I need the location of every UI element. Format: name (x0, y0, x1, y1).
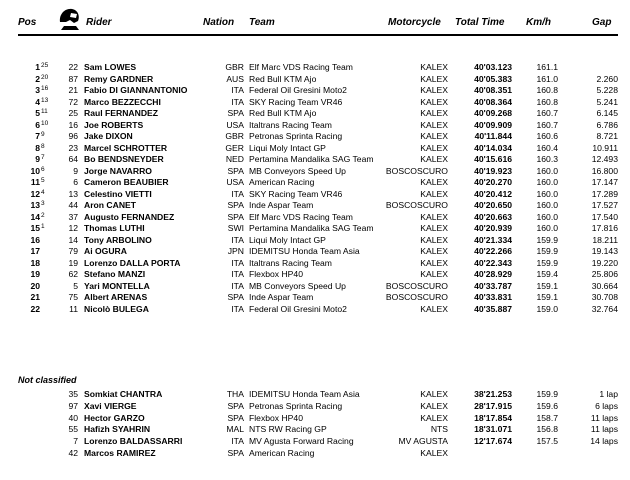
nation-cell: ITA (231, 436, 244, 447)
rider-name-cell: Raul FERNANDEZ (84, 108, 159, 118)
rider-number-cell: 79 (68, 246, 78, 256)
motorcycle-cell: KALEX (420, 400, 448, 411)
team-cell: SKY Racing Team VR46 (249, 188, 343, 199)
col-team: Team (249, 17, 275, 28)
total-time-cell: 40'20.270 (474, 177, 512, 187)
rider-name-cell: Lorenzo BALDASSARRI (84, 436, 183, 447)
gap-cell: 30.708 (591, 292, 618, 302)
speed-cell: 158.7 (536, 412, 558, 423)
col-kmh: Km/h (526, 17, 551, 28)
gap-cell: 16.800 (591, 165, 618, 176)
team-cell: Pertamina Mandalika SAG Team (249, 223, 374, 233)
total-time-cell: 40'08.364 (474, 96, 512, 107)
rider-name-cell: Yari MONTELLA (84, 280, 150, 291)
rider-name-cell: Hafizh SYAHRIN (84, 424, 151, 435)
position-cell: 3 (35, 85, 40, 95)
table-row (0, 74, 630, 85)
table-row (0, 108, 630, 119)
total-time-cell: 40'19.923 (474, 165, 512, 176)
gap-cell: 8.721 (596, 131, 618, 141)
table-row (0, 212, 630, 223)
total-time-cell: 40'20.650 (474, 200, 512, 210)
team-cell: IDEMITSU Honda Team Asia (249, 246, 360, 256)
motorcycle-cell: KALEX (420, 234, 448, 245)
team-cell: MB Conveyors Speed Up (249, 280, 346, 291)
table-row (0, 62, 630, 73)
gap-cell: 5.241 (596, 96, 618, 107)
total-time-cell: 18'17.854 (474, 412, 512, 423)
rider-number-cell: 14 (68, 234, 78, 245)
grid-position-cell: 11 (41, 108, 48, 115)
motorcycle-cell: KALEX (420, 257, 448, 268)
total-time-cell: 40'22.343 (474, 257, 512, 268)
position-cell: 2 (35, 73, 40, 84)
team-cell: Federal Oil Gresini Moto2 (249, 85, 347, 95)
nation-cell: SPA (227, 448, 244, 458)
grid-position-cell: 3 (41, 200, 45, 207)
nation-cell: SPA (227, 108, 244, 118)
gap-cell: 25.806 (591, 269, 618, 279)
col-nation: Nation (203, 17, 235, 28)
results-header (0, 0, 630, 36)
col-rider: Rider (86, 17, 112, 28)
rider-name-cell: Xavi VIERGE (84, 400, 137, 411)
speed-cell: 159.0 (536, 303, 558, 314)
rider-name-cell: Bo BENDSNEYDER (84, 154, 164, 164)
table-row (0, 436, 630, 447)
rider-name-cell: Marco BEZZECCHI (84, 96, 161, 107)
speed-cell: 160.0 (536, 188, 558, 199)
rider-name-cell: Jorge NAVARRO (84, 165, 152, 176)
rider-name-cell: Hector GARZO (84, 412, 145, 423)
table-row (0, 189, 630, 200)
team-cell: Pertamina Mandalika SAG Team (249, 154, 374, 164)
team-cell: American Racing (249, 177, 315, 187)
rider-number-cell: 21 (68, 85, 78, 95)
col-total-time: Total Time (455, 17, 505, 28)
table-row (0, 143, 630, 154)
total-time-cell: 40'33.787 (474, 280, 512, 291)
speed-cell: 160.7 (536, 119, 558, 130)
table-row (0, 97, 630, 108)
gap-cell: 5.228 (596, 85, 618, 95)
position-cell: 6 (35, 119, 40, 130)
motorcycle-cell: KALEX (420, 154, 448, 164)
gap-cell: 6.786 (596, 119, 618, 130)
total-time-cell: 40'21.334 (474, 234, 512, 245)
rider-name-cell: Tony ARBOLINO (84, 234, 152, 245)
total-time-cell: 40'05.383 (474, 73, 512, 84)
gap-cell: 10.911 (592, 142, 618, 153)
table-row (0, 154, 630, 165)
gap-cell: 11 laps (590, 412, 618, 423)
nation-cell: SPA (227, 412, 244, 423)
rider-name-cell: Nicolò BULEGA (84, 303, 149, 314)
motorcycle-cell: KALEX (420, 108, 448, 118)
gap-cell: 6 laps (595, 400, 618, 411)
grid-position-cell: 2 (41, 211, 45, 219)
rider-name-cell: Celestino VIETTI (84, 188, 152, 199)
gap-cell: 12.493 (591, 154, 618, 164)
rider-number-cell: 11 (69, 303, 78, 314)
table-row (0, 413, 630, 424)
rider-number-cell: 7 (73, 436, 78, 447)
position-cell: 10 (30, 165, 40, 176)
rider-number-cell: 6 (73, 177, 78, 187)
speed-cell: 159.1 (536, 280, 558, 291)
rider-name-cell: Joe ROBERTS (84, 119, 144, 130)
table-row (0, 401, 630, 412)
speed-cell: 159.4 (536, 269, 558, 279)
motorcycle-cell: KALEX (420, 85, 448, 95)
gap-cell: 17.527 (591, 200, 618, 210)
speed-cell: 159.9 (536, 234, 558, 245)
col-pos: Pos (18, 17, 37, 28)
motorcycle-cell: KALEX (420, 73, 448, 84)
speed-cell: 159.9 (536, 246, 558, 256)
header-rule (18, 34, 618, 36)
gap-cell: 17.289 (591, 188, 618, 199)
rider-number-cell: 62 (68, 269, 78, 279)
team-cell: Inde Aspar Team (249, 200, 314, 210)
nation-cell: GBR (225, 62, 244, 72)
gap-cell: 30.664 (591, 280, 618, 291)
total-time-cell: 40'33.831 (474, 292, 512, 302)
grid-position-cell: 16 (41, 85, 49, 92)
team-cell: Red Bull KTM Ajo (249, 73, 317, 84)
motorcycle-cell: KALEX (420, 269, 448, 279)
nation-cell: SPA (227, 165, 244, 176)
nation-cell: ITA (231, 280, 244, 291)
gap-cell: 6.145 (596, 108, 618, 118)
nation-cell: SPA (227, 211, 244, 222)
rider-number-cell: 5 (73, 280, 78, 291)
nation-cell: AUS (226, 73, 244, 84)
grid-position-cell: 1 (41, 223, 45, 230)
position-cell: 12 (30, 188, 40, 199)
table-row (0, 389, 630, 400)
nation-cell: JPN (227, 246, 244, 256)
total-time-cell: 40'15.616 (474, 154, 512, 164)
motorcycle-cell: NTS (430, 424, 448, 435)
nation-cell: GER (225, 142, 244, 153)
table-row (0, 200, 630, 211)
grid-position-cell: 8 (41, 142, 45, 150)
total-time-cell: 18'31.071 (474, 424, 512, 435)
rider-number-cell: 13 (68, 188, 78, 199)
grid-position-cell: 7 (41, 154, 45, 161)
position-cell: 13 (30, 200, 40, 210)
nation-cell: USA (226, 119, 244, 130)
team-cell: MV Agusta Forward Racing (249, 436, 354, 447)
motorcycle-cell: KALEX (420, 223, 448, 233)
position-cell: 4 (35, 96, 40, 107)
position-cell: 17 (30, 246, 40, 256)
total-time-cell: 40'09.909 (474, 119, 512, 130)
team-cell: SKY Racing Team VR46 (249, 96, 343, 107)
nation-cell: SWI (227, 223, 244, 233)
nation-cell: ITA (231, 257, 244, 268)
position-cell: 9 (35, 154, 40, 164)
total-time-cell: 40'28.929 (474, 269, 512, 279)
col-gap: Gap (592, 17, 612, 28)
motorcycle-cell: KALEX (420, 448, 448, 458)
speed-cell: 160.6 (536, 131, 558, 141)
position-cell: 18 (30, 257, 40, 268)
table-row (0, 177, 630, 188)
speed-cell: 160.0 (536, 223, 558, 233)
position-cell: 1 (35, 62, 40, 72)
grid-position-cell: 20 (41, 73, 49, 81)
rider-number-cell: 75 (68, 292, 78, 302)
team-cell: Liqui Moly Intact GP (249, 142, 326, 153)
rider-number-cell: 87 (68, 73, 78, 84)
motorcycle-cell: KALEX (420, 142, 448, 153)
nation-cell: SPA (227, 200, 244, 210)
speed-cell: 157.5 (536, 436, 558, 447)
rider-name-cell: Lorenzo DALLA PORTA (84, 257, 181, 268)
grid-position-cell: 10 (41, 119, 49, 127)
rider-number-cell: 23 (68, 142, 78, 153)
gap-cell: 1 lap (599, 389, 618, 399)
rider-name-cell: Cameron BEAUBIER (84, 177, 169, 187)
rider-number-cell: 72 (68, 96, 78, 107)
total-time-cell: 40'09.268 (474, 108, 512, 118)
table-row (0, 448, 630, 459)
rider-name-cell: Jake DIXON (84, 131, 133, 141)
table-row (0, 304, 630, 315)
table-row (0, 258, 630, 269)
motorcycle-cell: BOSCOSCURO (385, 200, 448, 210)
speed-cell: 160.0 (536, 211, 558, 222)
motorcycle-cell: KALEX (420, 96, 448, 107)
rider-number-cell: 64 (68, 154, 78, 164)
speed-cell: 159.6 (536, 400, 558, 411)
rider-number-cell: 42 (68, 448, 78, 458)
motorcycle-cell: BOSCOSCURO (385, 292, 448, 302)
rider-number-cell: 55 (68, 424, 78, 435)
team-cell: Italtrans Racing Team (249, 119, 332, 130)
rider-helmet-icon (56, 5, 82, 31)
rider-number-cell: 9 (73, 165, 78, 176)
speed-cell: 159.9 (536, 389, 558, 399)
speed-cell: 160.0 (536, 177, 558, 187)
speed-cell: 160.0 (536, 200, 558, 210)
rider-name-cell: Albert ARENAS (84, 292, 148, 302)
gap-cell: 18.211 (592, 234, 618, 245)
rider-name-cell: Remy GARDNER (84, 73, 154, 84)
nation-cell: SPA (227, 400, 244, 411)
team-cell: American Racing (249, 448, 315, 458)
position-cell: 19 (30, 269, 40, 279)
total-time-cell: 12'17.674 (474, 436, 512, 447)
speed-cell: 160.4 (536, 142, 558, 153)
total-time-cell: 40'35.887 (474, 303, 512, 314)
total-time-cell: 40'20.412 (474, 188, 512, 199)
table-row (0, 131, 630, 142)
speed-cell: 161.1 (536, 62, 558, 72)
gap-cell: 32.764 (591, 303, 618, 314)
table-row (0, 246, 630, 257)
grid-position-cell: 13 (41, 96, 49, 104)
table-row (0, 85, 630, 96)
rider-name-cell: Sam LOWES (84, 62, 137, 72)
position-cell: 7 (35, 131, 40, 141)
gap-cell: 17.816 (591, 223, 618, 233)
position-cell: 21 (30, 292, 40, 302)
nation-cell: SPA (227, 292, 244, 302)
total-time-cell: 40'08.351 (474, 85, 512, 95)
rider-name-cell: Marcos RAMIREZ (84, 448, 156, 458)
position-cell: 14 (30, 211, 40, 222)
col-motorcycle: Motorcycle (388, 17, 441, 28)
speed-cell: 160.0 (536, 165, 558, 176)
total-time-cell: 40'20.939 (474, 223, 512, 233)
team-cell: Flexbox HP40 (249, 269, 303, 279)
total-time-cell: 40'14.034 (474, 142, 512, 153)
rider-number-cell: 16 (68, 119, 78, 130)
motorcycle-cell: MV AGUSTA (398, 436, 448, 447)
nation-cell: ITA (231, 303, 244, 314)
table-row (0, 281, 630, 292)
grid-position-cell: 25 (41, 62, 49, 69)
team-cell: MB Conveyors Speed Up (249, 165, 346, 176)
rider-number-cell: 40 (68, 412, 78, 423)
total-time-cell: 40'03.123 (474, 62, 512, 72)
speed-cell: 156.8 (536, 424, 558, 435)
total-time-cell: 28'17.915 (474, 400, 512, 411)
nation-cell: THA (226, 389, 244, 399)
rider-name-cell: Thomas LUTHI (84, 223, 145, 233)
rider-number-cell: 19 (68, 257, 78, 268)
nation-cell: ITA (231, 96, 244, 107)
nation-cell: MAL (226, 424, 244, 435)
position-cell: 8 (35, 142, 40, 153)
grid-position-cell: 4 (41, 188, 45, 196)
motorcycle-cell: KALEX (420, 188, 448, 199)
position-cell: 5 (35, 108, 40, 118)
team-cell: Petronas Sprinta Racing (249, 400, 343, 411)
speed-cell: 160.8 (536, 85, 558, 95)
rider-name-cell: Augusto FERNANDEZ (84, 211, 175, 222)
gap-cell: 19.143 (591, 246, 618, 256)
team-cell: Liqui Moly Intact GP (249, 234, 326, 245)
position-cell: 15 (30, 223, 40, 233)
team-cell: Italtrans Racing Team (249, 257, 332, 268)
nation-cell: ITA (231, 269, 244, 279)
not-classified-heading: Not classified (18, 375, 77, 385)
motorcycle-cell: BOSCOSCURO (385, 165, 448, 176)
rider-number-cell: 96 (68, 131, 78, 141)
gap-cell: 11 laps (590, 424, 618, 435)
gap-cell: 19.220 (591, 257, 618, 268)
table-row (0, 269, 630, 280)
speed-cell: 160.8 (536, 96, 558, 107)
motorcycle-cell: KALEX (420, 389, 448, 399)
gap-cell: 17.540 (591, 211, 618, 222)
motorcycle-cell: KALEX (420, 303, 448, 314)
total-time-cell: 38'21.253 (474, 389, 512, 399)
grid-position-cell: 9 (41, 131, 45, 138)
speed-cell: 159.1 (536, 292, 558, 302)
nation-cell: NED (225, 154, 244, 164)
rider-name-cell: Stefano MANZI (84, 269, 146, 279)
team-cell: Elf Marc VDS Racing Team (249, 62, 353, 72)
team-cell: Federal Oil Gresini Moto2 (249, 303, 347, 314)
table-row (0, 235, 630, 246)
gap-cell: 17.147 (591, 177, 618, 187)
total-time-cell: 40'20.663 (474, 211, 512, 222)
nation-cell: ITA (231, 188, 244, 199)
table-row (0, 292, 630, 303)
speed-cell: 160.7 (536, 108, 558, 118)
rider-number-cell: 44 (68, 200, 78, 210)
table-row (0, 120, 630, 131)
position-cell: 22 (30, 303, 40, 314)
rider-name-cell: Marcel SCHROTTER (84, 142, 168, 153)
team-cell: Red Bull KTM Ajo (249, 108, 317, 118)
motorcycle-cell: KALEX (420, 412, 448, 423)
position-cell: 16 (30, 234, 40, 245)
speed-cell: 160.3 (536, 154, 558, 164)
total-time-cell: 40'22.266 (474, 246, 512, 256)
gap-cell: 2.260 (596, 73, 618, 84)
position-cell: 20 (30, 280, 40, 291)
team-cell: IDEMITSU Honda Team Asia (249, 389, 360, 399)
rider-number-cell: 37 (68, 211, 78, 222)
motorcycle-cell: KALEX (420, 62, 448, 72)
motorcycle-cell: KALEX (420, 177, 448, 187)
grid-position-cell: 5 (41, 177, 45, 184)
motorcycle-cell: KALEX (420, 131, 448, 141)
table-row (0, 424, 630, 435)
rider-number-cell: 12 (68, 223, 78, 233)
motorcycle-cell: KALEX (420, 211, 448, 222)
nation-cell: ITA (231, 234, 244, 245)
nation-cell: USA (226, 177, 244, 187)
speed-cell: 161.0 (536, 73, 558, 84)
motorcycle-cell: KALEX (420, 119, 448, 130)
total-time-cell: 40'11.844 (474, 131, 512, 141)
rider-number-cell: 35 (68, 389, 78, 399)
rider-name-cell: Fabio DI GIANNANTONIO (84, 85, 188, 95)
rider-name-cell: Ai OGURA (84, 246, 127, 256)
rider-name-cell: Aron CANET (84, 200, 137, 210)
rider-number-cell: 25 (68, 108, 78, 118)
table-row (0, 223, 630, 234)
motorcycle-cell: KALEX (420, 246, 448, 256)
rider-number-cell: 97 (68, 400, 78, 411)
speed-cell: 159.9 (536, 257, 558, 268)
nation-cell: ITA (231, 85, 244, 95)
rider-name-cell: Somkiat CHANTRA (84, 389, 163, 399)
table-row (0, 166, 630, 177)
team-cell: Elf Marc VDS Racing Team (249, 211, 353, 222)
position-cell: 11 (30, 177, 40, 187)
grid-position-cell: 6 (41, 165, 45, 173)
nation-cell: GBR (225, 131, 244, 141)
rider-number-cell: 22 (68, 62, 78, 72)
gap-cell: 14 laps (590, 436, 618, 447)
motorcycle-cell: BOSCOSCURO (385, 280, 448, 291)
team-cell: NTS RW Racing GP (249, 424, 327, 435)
team-cell: Petronas Sprinta Racing (249, 131, 343, 141)
team-cell: Inde Aspar Team (249, 292, 314, 302)
team-cell: Flexbox HP40 (249, 412, 303, 423)
